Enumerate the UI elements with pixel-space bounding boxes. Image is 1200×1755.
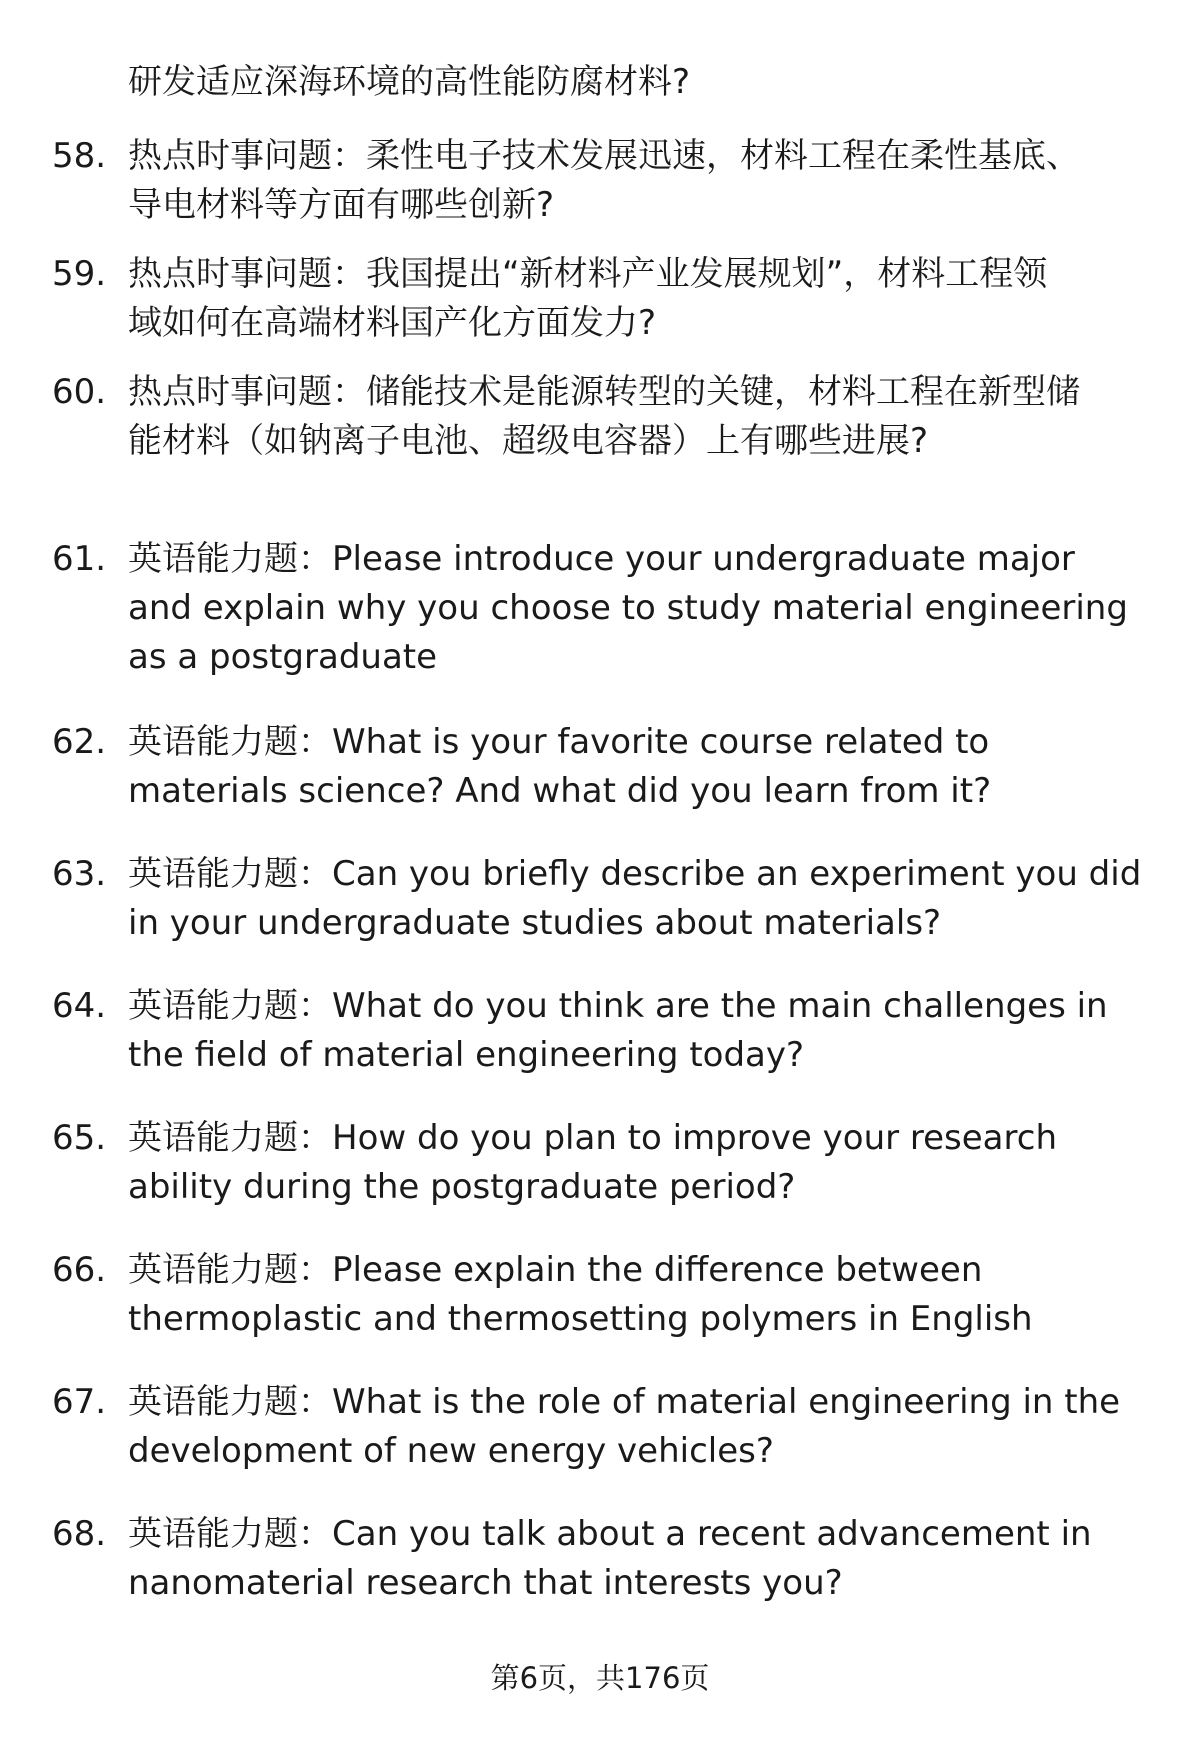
question-text: 英语能力题：Please explain the difference between thermoplastic and thermosetting polymers in English — [128, 1250, 1033, 1339]
question-number: 61. — [52, 539, 107, 579]
question-text: 英语能力题：What is the role of material engineering in the development of new energy vehicles? — [128, 1382, 1121, 1471]
question-number: 59. — [52, 254, 107, 294]
question-text: 英语能力题：Please introduce your undergraduate major and explain why you choose to study material engineering as a postgraduate — [128, 539, 1128, 677]
question-text: 热点时事问题：储能技术是能源转型的关键，材料工程在新型储 能材料（如钠离子电池、超级电容器）上有哪些进展? — [128, 372, 1080, 461]
question-text: 英语能力题：Can you briefly describe an experiment you did in your undergraduate studies about materials? — [128, 854, 1142, 943]
question-number: 60. — [52, 372, 107, 412]
question-text: 热点时事问题：我国提出“新材料产业发展规划”，材料工程领 域如何在高端材料国产化方面发力? — [128, 254, 1048, 343]
question-number: 68. — [52, 1514, 107, 1554]
question-text: 英语能力题：How do you plan to improve your research ability during the postgraduate period? — [128, 1118, 1057, 1207]
continued-question-text: 研发适应深海环境的高性能防腐材料? — [128, 62, 691, 102]
question-number: 58. — [52, 136, 107, 176]
question-text: 热点时事问题：柔性电子技术发展迅速，材料工程在柔性基底、 导电材料等方面有哪些创新? — [128, 136, 1080, 225]
question-number: 64. — [52, 986, 107, 1026]
question-number: 67. — [52, 1382, 107, 1422]
question-text: 英语能力题：What do you think are the main challenges in the field of material engineering today? — [128, 986, 1108, 1075]
question-number: 65. — [52, 1118, 107, 1158]
question-number: 63. — [52, 854, 107, 894]
question-text: 英语能力题：What is your favorite course related to materials science? And what did you learn from it? — [128, 722, 992, 811]
page-footer: 第6页，共176页 — [490, 1661, 710, 1695]
question-number: 66. — [52, 1250, 107, 1290]
question-number: 62. — [52, 722, 107, 762]
question-text: 英语能力题：Can you talk about a recent advancement in nanomaterial research that interests you? — [128, 1514, 1092, 1603]
